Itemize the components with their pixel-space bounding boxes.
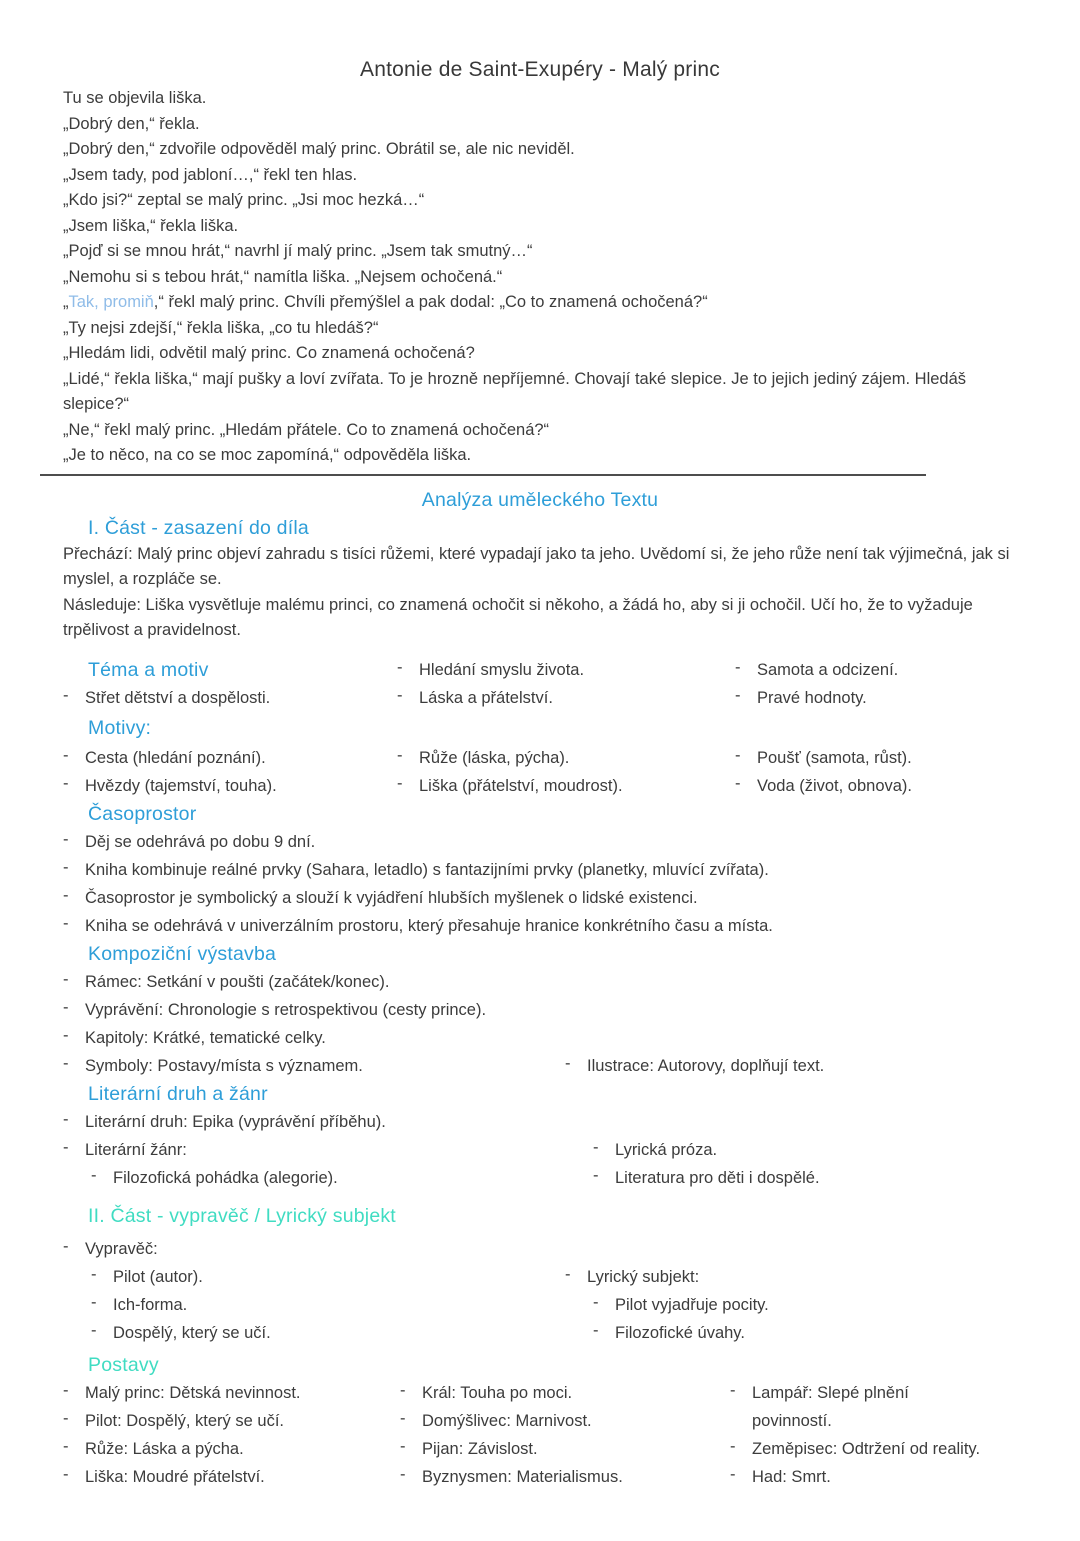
list-item: - Lampář: Slepé plnění povinností. [730,1379,1017,1435]
list-item: - Zeměpisec: Odtržení od reality. [730,1435,1017,1463]
list-item: - Literární druh: Epika (vyprávění příběhu). [63,1108,1017,1136]
part2-column-2 [565,1263,1017,1347]
excerpt-line: „Ty nejsi zdejší,“ řekla liška, „co tu hledáš?“ [63,318,379,337]
kompozice-column-2 [565,1052,1017,1080]
list-item: - Láska a přátelství. [397,684,735,712]
quote-mark: „ [63,293,69,311]
list-item: - Literární žánr: [63,1136,593,1164]
excerpt-line: „Dobrý den,“ zdvořile odpověděl malý princ. Obrátil se, ale nic neviděl. [63,140,575,158]
list-item: - Lyrický subjekt: [565,1263,1017,1291]
list-item: - Liška: Moudré přátelství. [63,1463,400,1491]
list-item: - Liška (přátelství, moudrost). [397,772,735,800]
list-item-sub: - Pilot (autor). [91,1263,565,1291]
postavy-column-2 [400,1379,730,1491]
list-item: - Symboly: Postavy/místa s významem. [63,1052,565,1080]
list-item: - Rámec: Setkání v poušti (začátek/konec). [63,968,1017,996]
casoprostor-section [63,828,1017,940]
excerpt-line-highlighted [63,290,1017,316]
excerpt-line: Tu se objevila liška. [63,89,207,107]
list-item: - Pravé hodnoty. [735,684,1017,712]
list-item: - Ilustrace: Autorovy, doplňují text. [565,1052,1017,1080]
postavy-column-3 [730,1379,1017,1491]
list-item: - Král: Touha po moci. [400,1379,730,1407]
zanr-two-columns [63,1136,1017,1192]
list-item: - Literatura pro děti i dospělé. [593,1164,1017,1192]
excerpt-line: „Jsem liška,“ řekla liška. [63,216,239,235]
highlighted-phrase: Tak, promiň [68,293,154,311]
excerpt-line: „Nemohu si s tebou hrát,“ namítla liška. „Nejsem ochočená.“ [63,267,503,286]
motivy-column-2 [397,744,735,800]
list-item: - Byznysmen: Materialismus. [400,1463,730,1491]
section-heading-part2: II. Část - vypravěč / Lyrický subjekt [88,1204,396,1227]
part2-two-columns [63,1263,1017,1347]
list-item: - Kniha se odehrává v univerzálním prostoru, který přesahuje hranice konkrétního času a místa. [63,912,1017,940]
excerpt-line: „Lidé,“ řekla liška,“ mají pušky a loví zvířata. To je hrozně nepříjemné. Chovají také slepice. Je to jejich jediný zájem. Hledáš slepice?“ [63,369,967,413]
list-item: - Vypravěč: [63,1235,1017,1263]
list-item: - Malý princ: Dětská nevinnost. [63,1379,400,1407]
list-item: - Děj se odehrává po dobu 9 dní. [63,828,1017,856]
section-heading-part1: I. Část - zasazení do díla [88,516,309,539]
tema-column-2 [397,656,735,712]
list-item-sub: - Filozofická pohádka (alegorie). [91,1164,593,1192]
excerpt-line: „Kdo jsi?“ zeptal se malý princ. „Jsi moc hezká…“ [63,191,425,209]
excerpt-line-rest: ,“ řekl malý princ. Chvíli přemýšlel a pak dodal: „Co to znamená ochočená?“ [153,293,708,311]
tema-column-3 [735,656,1017,712]
kompozice-section [63,968,1017,1080]
list-item: - Střet dětství a dospělosti. [63,684,397,712]
analysis-title: Analýza uměleckého Textu [421,488,659,511]
motivy-section [63,744,1017,800]
zanr-section [63,1108,1017,1192]
list-item: - Pijan: Závislost. [400,1435,730,1463]
list-item: - Pilot: Dospělý, který se učí. [63,1407,400,1435]
list-item: - Domýšlivec: Marnivost. [400,1407,730,1435]
postavy-section [63,1379,1017,1491]
list-item: - Vyprávění: Chronologie s retrospektivou (cesty prince). [63,996,1017,1024]
list-item-sub: - Pilot vyjadřuje pocity. [593,1291,1017,1319]
section-heading-casoprostor: Časoprostor [88,802,197,825]
zanr-column-1 [63,1136,593,1192]
tema-column-1 [63,656,397,712]
part2-section [63,1235,1017,1347]
section-heading-kompozice: Kompoziční výstavba [88,942,277,965]
tema-section [63,656,1017,712]
motivy-column-3 [735,744,1017,800]
list-item: - Cesta (hledání poznání). [63,744,397,772]
list-item: - Samota a odcizení. [735,656,1017,684]
section-heading-motivy: Motivy: [88,716,152,739]
excerpt-line: „Hledám lidi, odvětil malý princ. Co znamená ochočená? [63,344,475,362]
part2-column-1 [63,1263,565,1347]
excerpt-line: „Pojď si se mnou hrát,“ navrhl jí malý princ. „Jsem tak smutný…“ [63,242,533,260]
divider-line [40,474,926,476]
list-item: - Lyrická próza. [593,1136,1017,1164]
paragraph: Přechází: Malý princ objeví zahradu s tisíci růžemi, které vypadají jako ta jeho. Uvědomí si, že jeho růže není tak výjimečná, jak si myslel, a rozpláče se. [63,544,1010,588]
kompozice-column-1 [63,1052,565,1080]
list-item: - Kapitoly: Krátké, tematické celky. [63,1024,1017,1052]
list-item: - Hvězdy (tajemství, touha). [63,772,397,800]
list-item: - Hledání smyslu života. [397,656,735,684]
excerpt-line: „Jsem tady, pod jabloní…,“ řekl ten hlas. [63,165,358,184]
list-item: - Kniha kombinuje reálné prvky (Sahara, letadlo) s fantazijními prvky (planetky, mluvící zvířata). [63,856,1017,884]
section-heading-postavy: Postavy [88,1353,159,1376]
excerpt-line: „Je to něco, na co se moc zapomíná,“ odpověděla liška. [63,446,472,464]
page-title: Antonie de Saint-Exupéry - Malý princ [360,58,720,81]
postavy-column-1 [63,1379,400,1491]
list-item: - Had: Smrt. [730,1463,1017,1491]
list-item-sub: - Dospělý, který se učí. [91,1319,565,1347]
motivy-column-1 [63,744,397,800]
section-heading-zanr: Literární druh a žánr [88,1082,268,1105]
list-item: - Poušť (samota, růst). [735,744,1017,772]
list-item-sub: - Filozofické úvahy. [593,1319,1017,1347]
zanr-column-2 [593,1136,1017,1192]
excerpt-line: „Dobrý den,“ řekla. [63,114,200,133]
section-heading-tema: Téma a motiv [88,658,209,681]
list-item: - Časoprostor je symbolický a slouží k vyjádření hlubších myšlenek o lidské existenci. [63,884,1017,912]
list-item: - Růže: Láska a pýcha. [63,1435,400,1463]
kompozice-two-columns [63,1052,1017,1080]
excerpt-block [63,86,1017,469]
list-item: - Voda (život, obnova). [735,772,1017,800]
list-item-sub: - Ich-forma. [91,1291,565,1319]
list-item: - Růže (láska, pýcha). [397,744,735,772]
paragraph: Následuje: Liška vysvětluje malému princi, co znamená ochočit si někoho, a žádá ho, aby si ji ochočil. Učí ho, že to vyžaduje trpělivost a pravidelnost. [63,595,973,639]
excerpt-line: „Ne,“ řekl malý princ. „Hledám přátele. Co to znamená ochočená?“ [63,420,550,439]
